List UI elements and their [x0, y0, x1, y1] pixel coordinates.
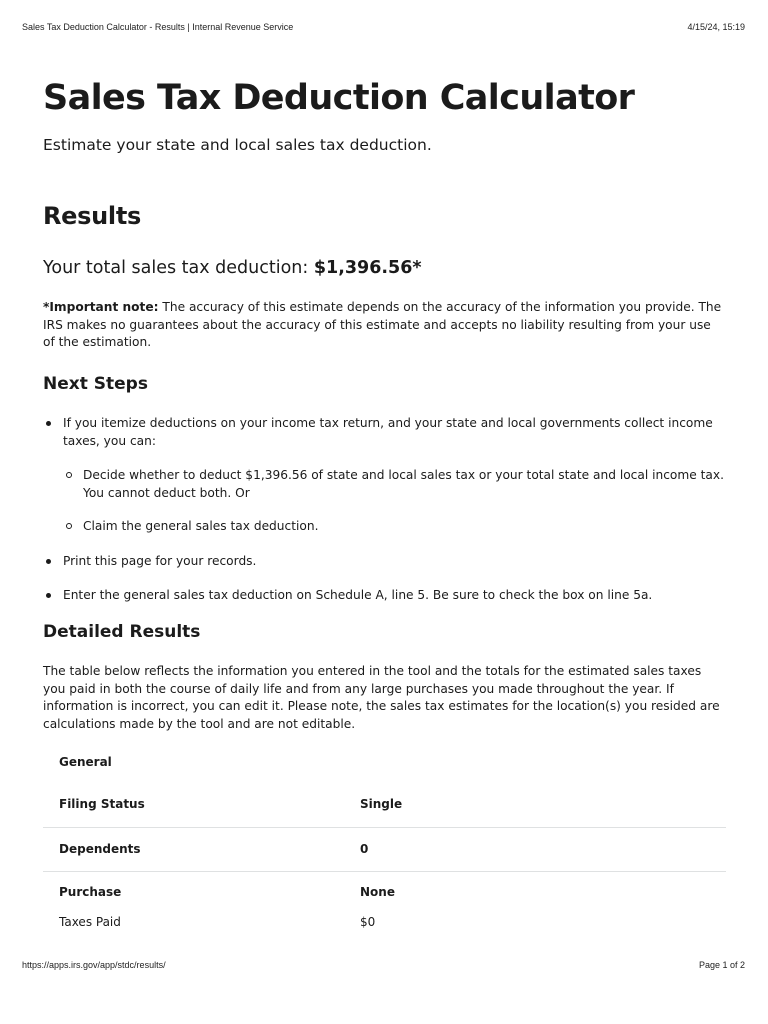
- taxes-paid-label: Taxes Paid: [59, 915, 121, 929]
- total-deduction-label: Your total sales tax deduction:: [43, 258, 314, 278]
- detailed-results-heading: Detailed Results: [43, 622, 201, 642]
- table-divider: [43, 871, 726, 872]
- important-note-text: The accuracy of this estimate depends on the accuracy of the information you provide. The IRS makes no guarantees about the accuracy of this estimate and accepts no liability resulting from your use of the estimation.: [43, 300, 722, 349]
- circle-bullet-icon: [66, 523, 72, 529]
- next-step-sub-text: Decide whether to deduct $1,396.56 of state and local sales tax or your total state and local income tax. You cannot deduct both. Or: [83, 468, 724, 500]
- print-header: [22, 22, 745, 32]
- dependents-label: Dependents: [59, 842, 141, 856]
- next-step-item: [43, 553, 726, 571]
- print-header-title: Sales Tax Deduction Calculator - Results | Internal Revenue Service: [22, 22, 294, 32]
- print-footer: [22, 960, 745, 970]
- next-step-item: [43, 587, 726, 605]
- filing-status-value: Single: [360, 797, 403, 811]
- total-deduction-value: $1,396.56*: [313, 258, 422, 278]
- total-deduction: [43, 258, 422, 278]
- dependents-value: 0: [360, 842, 369, 856]
- print-header-datetime: 4/15/24, 15:19: [687, 22, 745, 32]
- page-title: Sales Tax Deduction Calculator: [43, 78, 635, 118]
- bullet-icon: [46, 593, 51, 598]
- bullet-icon: [46, 421, 51, 426]
- important-note: [43, 299, 726, 352]
- filing-status-label: Filing Status: [59, 797, 145, 811]
- important-note-label: *Important note:: [43, 300, 159, 314]
- detailed-results-intro: The table below reflects the information you entered in the tool and the totals for the estimated sales taxes you paid in both the course of daily life and from any large purchases you made throughout the year. If information is incorrect, you can edit it. Please note, the sales tax estimates for the location(s) you resided are calculations made by the tool and are not editable.: [43, 664, 720, 731]
- next-step-sub-item: [63, 518, 726, 536]
- purchase-value: None: [360, 885, 395, 899]
- next-step-sub-item: [63, 467, 726, 502]
- next-step-text: If you itemize deductions on your income tax return, and your state and local governments collect income taxes, you can:: [63, 416, 713, 448]
- taxes-paid-value: $0: [360, 915, 376, 929]
- table-divider: [43, 827, 726, 828]
- next-steps-heading: Next Steps: [43, 374, 148, 394]
- print-footer-url: https://apps.irs.gov/app/stdc/results/: [22, 960, 166, 970]
- circle-bullet-icon: [66, 472, 72, 478]
- next-step-text: Enter the general sales tax deduction on Schedule A, line 5. Be sure to check the box on line 5a.: [63, 588, 653, 602]
- next-step-text: Print this page for your records.: [63, 554, 257, 568]
- next-step-item: [43, 415, 726, 450]
- page-subtitle: Estimate your state and local sales tax deduction.: [43, 136, 432, 154]
- print-footer-page: Page 1 of 2: [698, 960, 745, 970]
- bullet-icon: [46, 559, 51, 564]
- results-heading: Results: [43, 202, 142, 230]
- section-general-label: General: [59, 755, 112, 769]
- next-step-sub-text: Claim the general sales tax deduction.: [83, 519, 319, 533]
- purchase-label: Purchase: [59, 885, 122, 899]
